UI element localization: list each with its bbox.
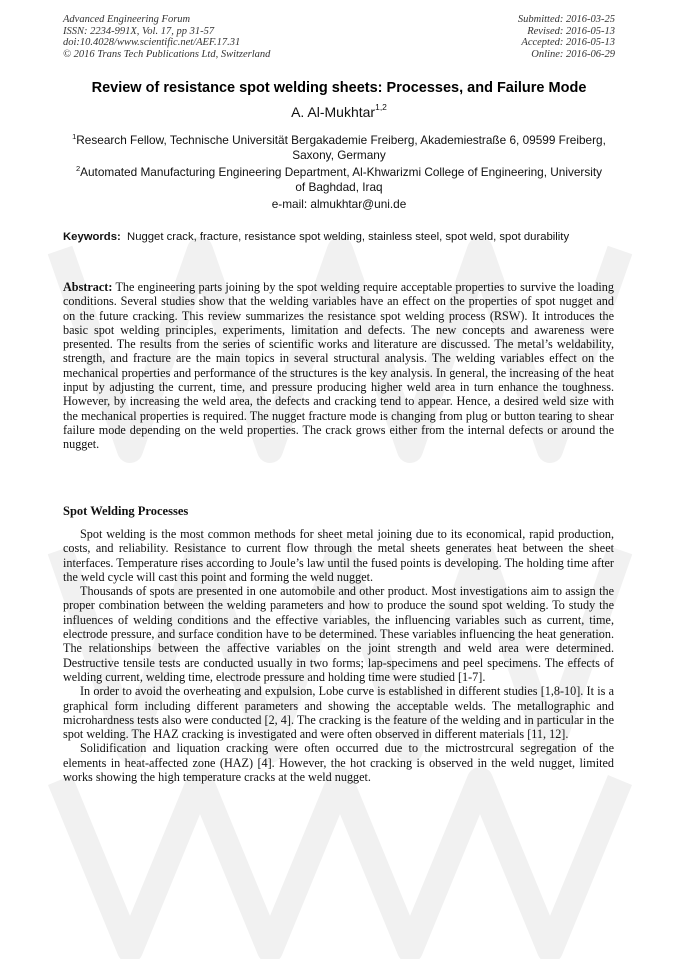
section-title: Spot Welding Processes [63,504,189,518]
affiliation-1 [70,130,608,162]
author-email: e-mail: almukhtar@uni.de [271,197,407,211]
author-affil-marks: 1,2 [375,102,387,112]
affiliation-1-text: Research Fellow, Technische Universität Bergakademie Freiberg, Akademiestraße 6, 09599 Freiberg, Saxony, Germany [76,133,606,162]
journal-info [63,14,270,60]
revised-date: Revised: 2016-05-13 [527,25,615,37]
body-paragraph: Solidification and liquation cracking were often occurred due to the mictrostrcural segregation of the elements in heat-affected zone (HAZ) [4]. However, the hot cracking is observed in the weld nugget, limited works showing the high temperature cracks at the weld nugget. [63,741,614,785]
keywords-label: Keywords: [63,231,121,243]
abstract-label: Abstract: [63,280,113,294]
keywords [63,231,613,245]
affiliation-2-text: Automated Manufacturing Engineering Department, Al-Khwarizmi College of Engineering, University of Baghdad, Iraq [80,165,603,194]
author-line [0,102,678,120]
accepted-date: Accepted: 2016-05-13 [521,37,615,49]
submission-dates [518,14,615,60]
author-name: A. Al-Mukhtar [291,104,376,120]
journal-name: Advanced Engineering Forum [63,14,191,25]
body-paragraph: Thousands of spots are presented in one automobile and other product. Most investigations aim to assign the proper combination between the welding parameters and how to produce the sound spot welding. To study the influences of welding conditions and the effective variables, the influencing variables such as current, time, electrode pressure, and surface condition have to be determined. These variables influencing the heat generation. The relationships between the affective variables on the joint strength and weld area were determined. Destructive tensile tests are conducted usually in two forms; lap-specimens and peel specimens. The effects of welding current, welding time, electrode pressure and holding time were studied [1-7]. [63,584,614,684]
doi-line: doi:10.4028/www.scientific.net/AEF.17.31 [63,37,241,49]
affiliation-1-mark: 1 [72,132,77,141]
affiliation-2 [70,162,608,194]
issn-line: ISSN: 2234-991X, Vol. 17, pp 31-57 [63,25,215,37]
submitted-date: Submitted: 2016-03-25 [517,14,615,25]
copyright-line: © 2016 Trans Tech Publications Ltd, Switzerland [63,48,271,60]
online-date: Online: 2016-06-29 [531,48,615,60]
body-paragraph: Spot welding is the most common methods for sheet metal joining due to its economical, rapid production, costs, and reliability. Resistance to current flow through the metal sheets generates heat between the sheet interfaces. Temperature rises according to Joule’s law until the fused points is developing. The holding time after the weld cycle will cast this point and forming the weld nugget. [63,527,614,584]
abstract [63,280,614,452]
affiliation-2-mark: 2 [75,164,81,173]
paper-title: Review of resistance spot welding sheets: Processes, and Failure Mode [91,80,587,96]
journal-header [63,14,615,60]
section-body [63,527,614,784]
affiliations [70,130,608,194]
body-paragraph: In order to avoid the overheating and expulsion, Lobe curve is established in different studies [1,8-10]. It is a graphical form including different parameters and showing the acceptable welds. The metallographic and microhardness tests also were conducted [2, 4]. The cracking is the feature of the welding and in particular in the spot welding. The HAZ cracking is investigated and were often observed in different materials [11, 12]. [63,684,614,742]
abstract-text: The engineering parts joining by the spot welding require acceptable properties to survive the loading conditions. Several studies show that the welding variables have an effect on the properties of spot nugget and on the future cracking. This review summarizes the resistance spot welding process (RSW). It introduces the basic spot welding principles, experiments, limitation and defects. The new concepts and awareness were presented. The results from the series of scientific works and literature are discussed. The metal’s weldability, strength, and fracture are the main topics in several structural analysis. The welding variables effect on the mechanical properties and performance of the structures is the key analysis. In general, the increasing of the heat input by adjusting the current, time, and pressure producing higher weld area in turn enhance the toughness. However, by increasing the weld area, the defects and cracking tend to appear. Hence, a desired weld size with the mechanical properties is required. The nugget fracture mode is changing from plug or button tearing to shear failure mode depending on the weld properties. The crack grows either from the internal defects or around the nugget. [63,280,614,452]
keywords-text: Nugget crack, fracture, resistance spot welding, stainless steel, spot weld, spot durability [127,231,570,243]
